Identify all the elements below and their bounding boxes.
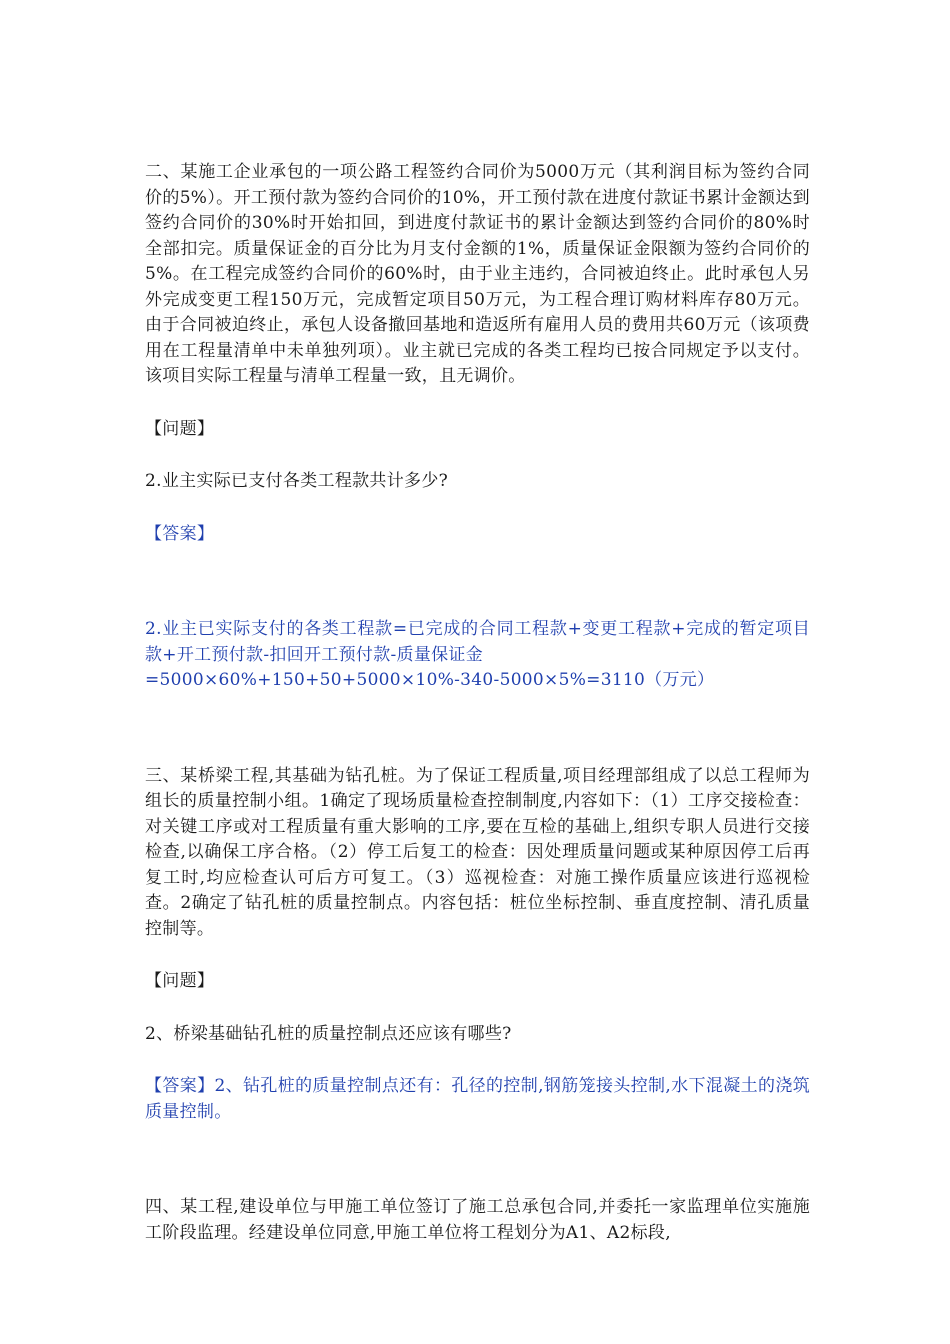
section-3-answer-tag: 【答案】: [145, 1076, 215, 1096]
document-page: [145, 160, 810, 1246]
section-3-answer: [145, 1074, 810, 1125]
section-3-body: 三、某桥梁工程,其基础为钻孔桩。为了保证工程质量,项目经理部组成了以总工程师为组长的质量控制小组。1确定了现场质量检查控制制度,内容如下：（1）工序交接检查：对关键工序或对工程质量有重大影响的工序,要在互检的基础上,组织专职人员进行交接检查,以确保工序合格。（2）停工后复工的检查：因处理质量问题或某种原因停工后再复工时,均应检查认可后方可复工。（3）巡视检查：对施工操作质量应该进行巡视检查。2确定了钻孔桩的质量控制点。内容包括：桩位坐标控制、垂直度控制、清孔质量控制等。: [145, 765, 810, 939]
section-3-question-tag: 【问题】: [145, 971, 215, 991]
section-3-answer-text: 2、钻孔桩的质量控制点还有：孔径的控制,钢筋笼接头控制,水下混凝土的浇筑质量控制。: [145, 1076, 811, 1122]
section-2-answer-tag: 【答案】: [145, 523, 215, 544]
section-3-question: 2、桥梁基础钻孔桩的质量控制点还应该有哪些?: [145, 1023, 512, 1044]
section-2-body: 二、某施工企业承包的一项公路工程签约合同价为5000万元（其利润目标为签约合同价的5%）。开工预付款为签约合同价的10%，开工预付款在进度付款证书累计金额达到签约合同价的30%时开始扣回，到进度付款证书的累计金额达到签约合同价的80%时全部扣完。质量保证金的百分比为月支付金额的1%，质量保证金限额为签约合同价的5%。在工程完成签约合同价的60%时，由于业主违约，合同被迫终止。此时承包人另外完成变更工程150万元，完成暂定项目50万元，为工程合理订购材料库存80万元。由于合同被迫终止，承包人设备撤回基地和造返所有雇用人员的费用共60万元（该项费用在工程量清单中未单独列项）。业主就已完成的各类工程均已按合同规定予以支付。该项目实际工程量与清单工程量一致，且无调价。: [145, 162, 810, 386]
section-4-body: 四、某工程,建设单位与甲施工单位签订了施工总承包合同,并委托一家监理单位实施施工阶段监理。经建设单位同意,甲施工单位将工程划分为A1、A2标段,: [145, 1197, 810, 1243]
section-2-answer-line-1: 2.业主已实际支付的各类工程款=已完成的合同工程款+变更工程款+完成的暂定项目款+开工预付款-扣回开工预付款-质量保证金: [145, 619, 810, 665]
section-2-question-tag: 【问题】: [145, 418, 215, 439]
section-2-question: 2.业主实际已支付各类工程款共计多少?: [145, 471, 449, 491]
section-2-answer-line-2: =5000×60%+150+50+5000×10%-340-5000×5%=3110（万元）: [145, 670, 715, 690]
